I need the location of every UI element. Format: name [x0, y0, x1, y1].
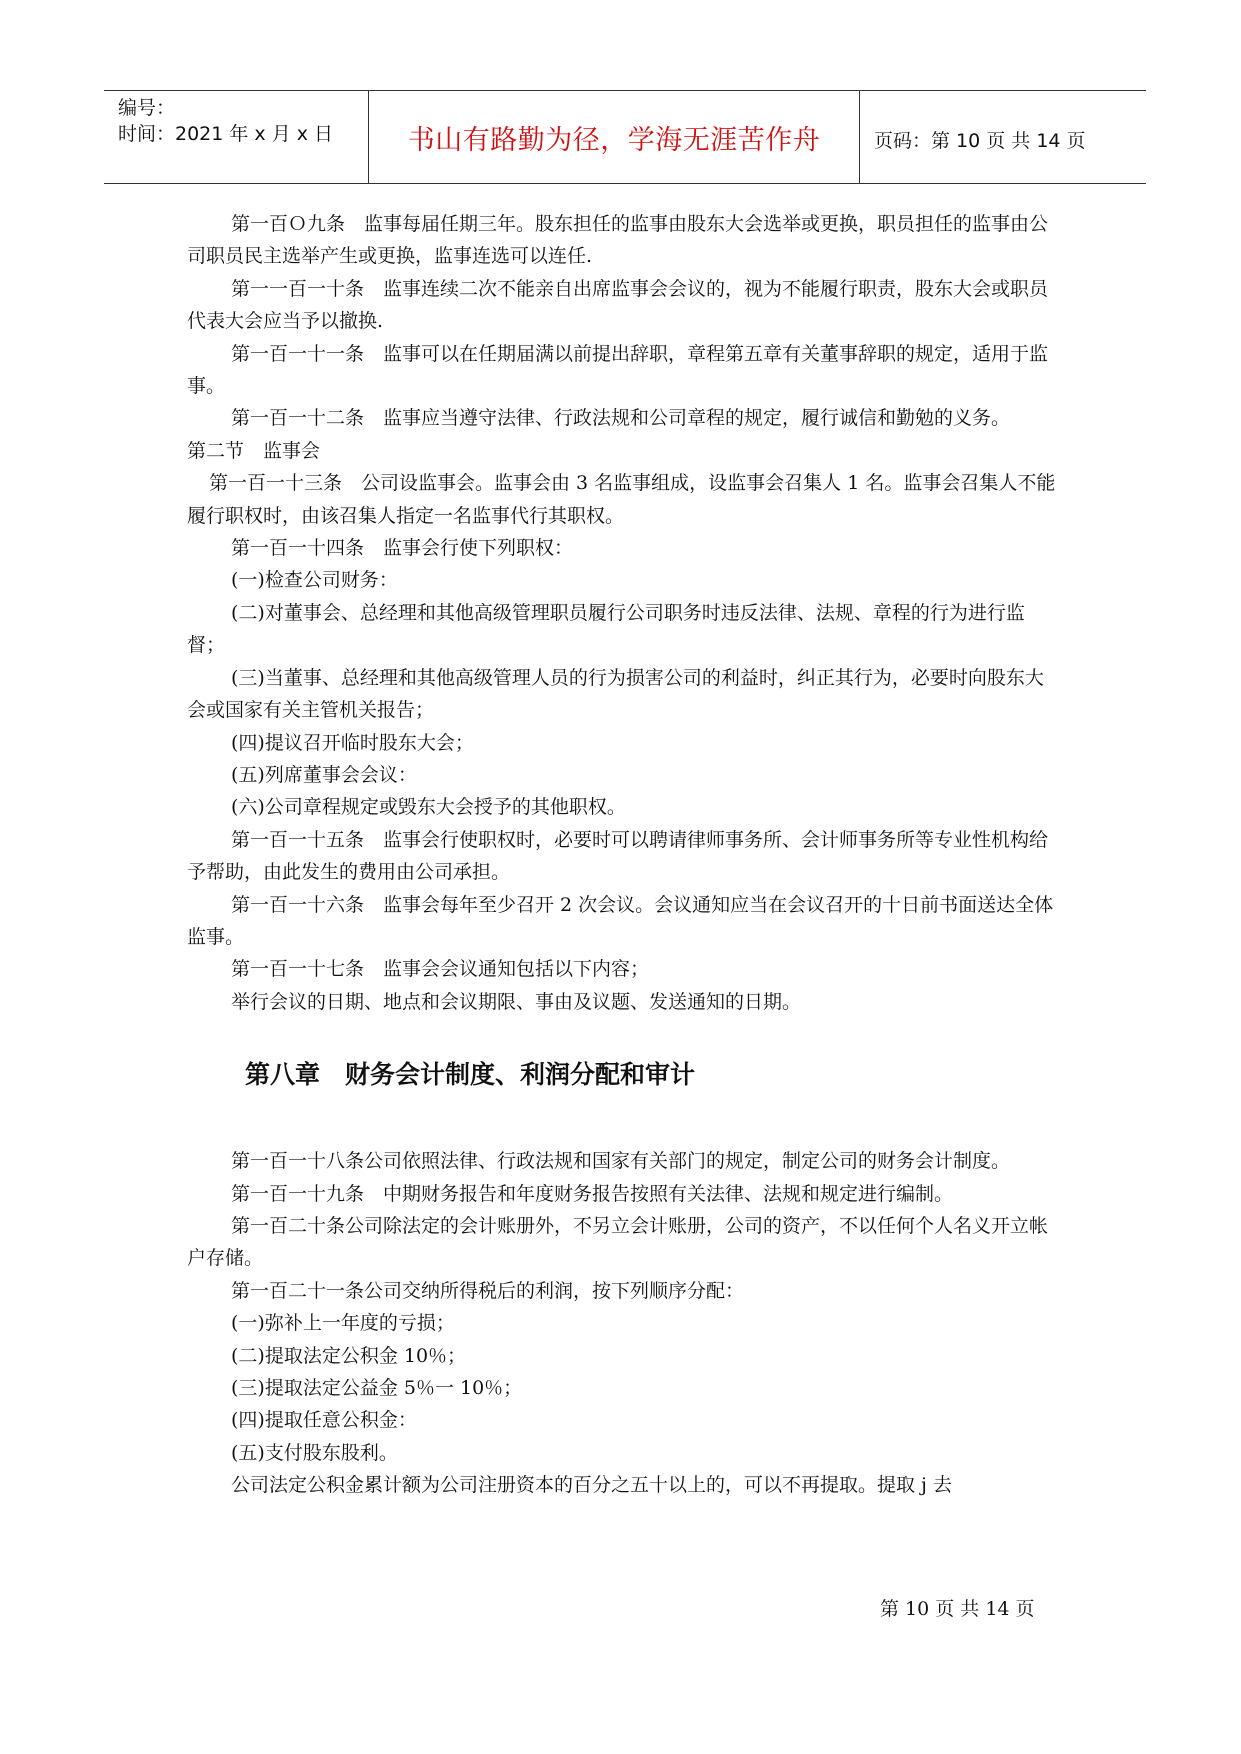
reserve-paragraph: 公司法定公积金累计额为公司注册资本的百分之五十以上的，可以不再提取。提取 j 去 [231, 1474, 952, 1497]
article-116: 第一百一十六条 监事会每年至少召开 2 次会议。会议通知应当在会议召开的十日前书面送达全体监事。 [187, 893, 1054, 948]
list-item: (一)弥补上一年度的亏损； [231, 1312, 455, 1335]
article-112: 第一百一十二条 监事应当遵守法律、行政法规和公司章程的规定，履行诚信和勤勉的义务。 [231, 407, 1011, 430]
list-item: (一)检查公司财务： [231, 569, 398, 592]
chapter-title: 第八章 财务会计制度、利润分配和审计 [245, 1060, 696, 1090]
section-heading: 第二节 监事会 [187, 439, 321, 462]
page-header [104, 90, 1146, 184]
list-item: (二)对董事会、总经理和其他高级管理职员履行公司职务时违反法律、法规、章程的行为进行监督； [187, 601, 1025, 657]
article-117: 第一百一十七条 监事会会议通知包括以下内容； [231, 958, 650, 981]
article-119: 第一百一十九条 中期财务报告和年度财务报告按照有关法律、法规和规定进行编制。 [231, 1182, 954, 1205]
article-118: 第一百一十八条公司依照法律、行政法规和国家有关部门的规定，制定公司的财务会计制度。 [231, 1150, 1011, 1173]
header-motto-cell [369, 91, 860, 183]
article-110: 第一一百一十条 监事连续二次不能亲自出席监事会会议的，视为不能履行职责，股东大会或职员代表大会应当予以撤换. [187, 277, 1049, 333]
article-115: 第一百一十五条 监事会行使职权时，必要时可以聘请律师事务所、会计师事务所等专业性机构给予帮助，由此发生的费用由公司承担。 [187, 828, 1049, 884]
list-item: (六)公司章程规定或毁东大会授予的其他职权。 [231, 796, 626, 819]
document-body [187, 208, 1057, 1502]
article-114: 第一百一十四条 监事会行使下列职权： [231, 537, 574, 560]
list-item: (四)提议召开临时股东大会； [231, 731, 474, 754]
list-item: (三)提取法定公益金 5％一 10％； [231, 1377, 523, 1399]
article-120: 第一百二十条公司除法定的会计账册外，不另立会计账册，公司的资产，不以任何个人名义开立帐户存储。 [187, 1214, 1049, 1270]
article-121: 第一百二十一条公司交纳所得税后的利润，按下列顺序分配： [231, 1279, 745, 1302]
article-117-content: 举行会议的日期、地点和会议期限、事由及议题、发送通知的日期。 [231, 990, 802, 1013]
article-111: 第一百一十一条 监事可以在任期届满以前提出辞职，章程第五章有关董事辞职的规定，适用于监事。 [187, 342, 1049, 398]
header-meta-cell [104, 91, 369, 183]
list-item: (二)提取法定公积金 10％； [231, 1344, 467, 1367]
header-motto: 书山有路勤为径，学海无涯苦作舟 [407, 125, 821, 156]
list-item: (五)支付股东股利。 [231, 1441, 398, 1464]
list-item: (三)当董事、总经理和其他高级管理人员的行为损害公司的利益时，纠正其行为，必要时向股东大会或国家有关主管机关报告； [187, 666, 1044, 722]
header-page-number: 页码：第 10 页 共 14 页 [874, 130, 1086, 152]
page-footer: 第 10 页 共 14 页 [880, 1598, 1035, 1620]
article-109: 第一百Ｏ九条 监事每届任期三年。股东担任的监事由股东大会选举或更换，职员担任的监事由公司职员民主选举产生或更换，监事连选可以连任. [187, 213, 1049, 268]
list-item: (五)列席董事会会议： [231, 763, 417, 786]
document-time-label: 时间：2021 年 x 月 x 日 [118, 123, 334, 145]
list-item: (四)提取任意公积金： [231, 1409, 417, 1432]
header-page-cell [860, 91, 1146, 183]
document-number-label: 编号： [118, 97, 176, 119]
article-113: 第一百一十三条 公司设监事会。监事会由 3 名监事组成，设监事会召集人 1 名。监事会召集人不能履行职权时，由该召集人指定一名监事代行其职权。 [187, 472, 1056, 527]
